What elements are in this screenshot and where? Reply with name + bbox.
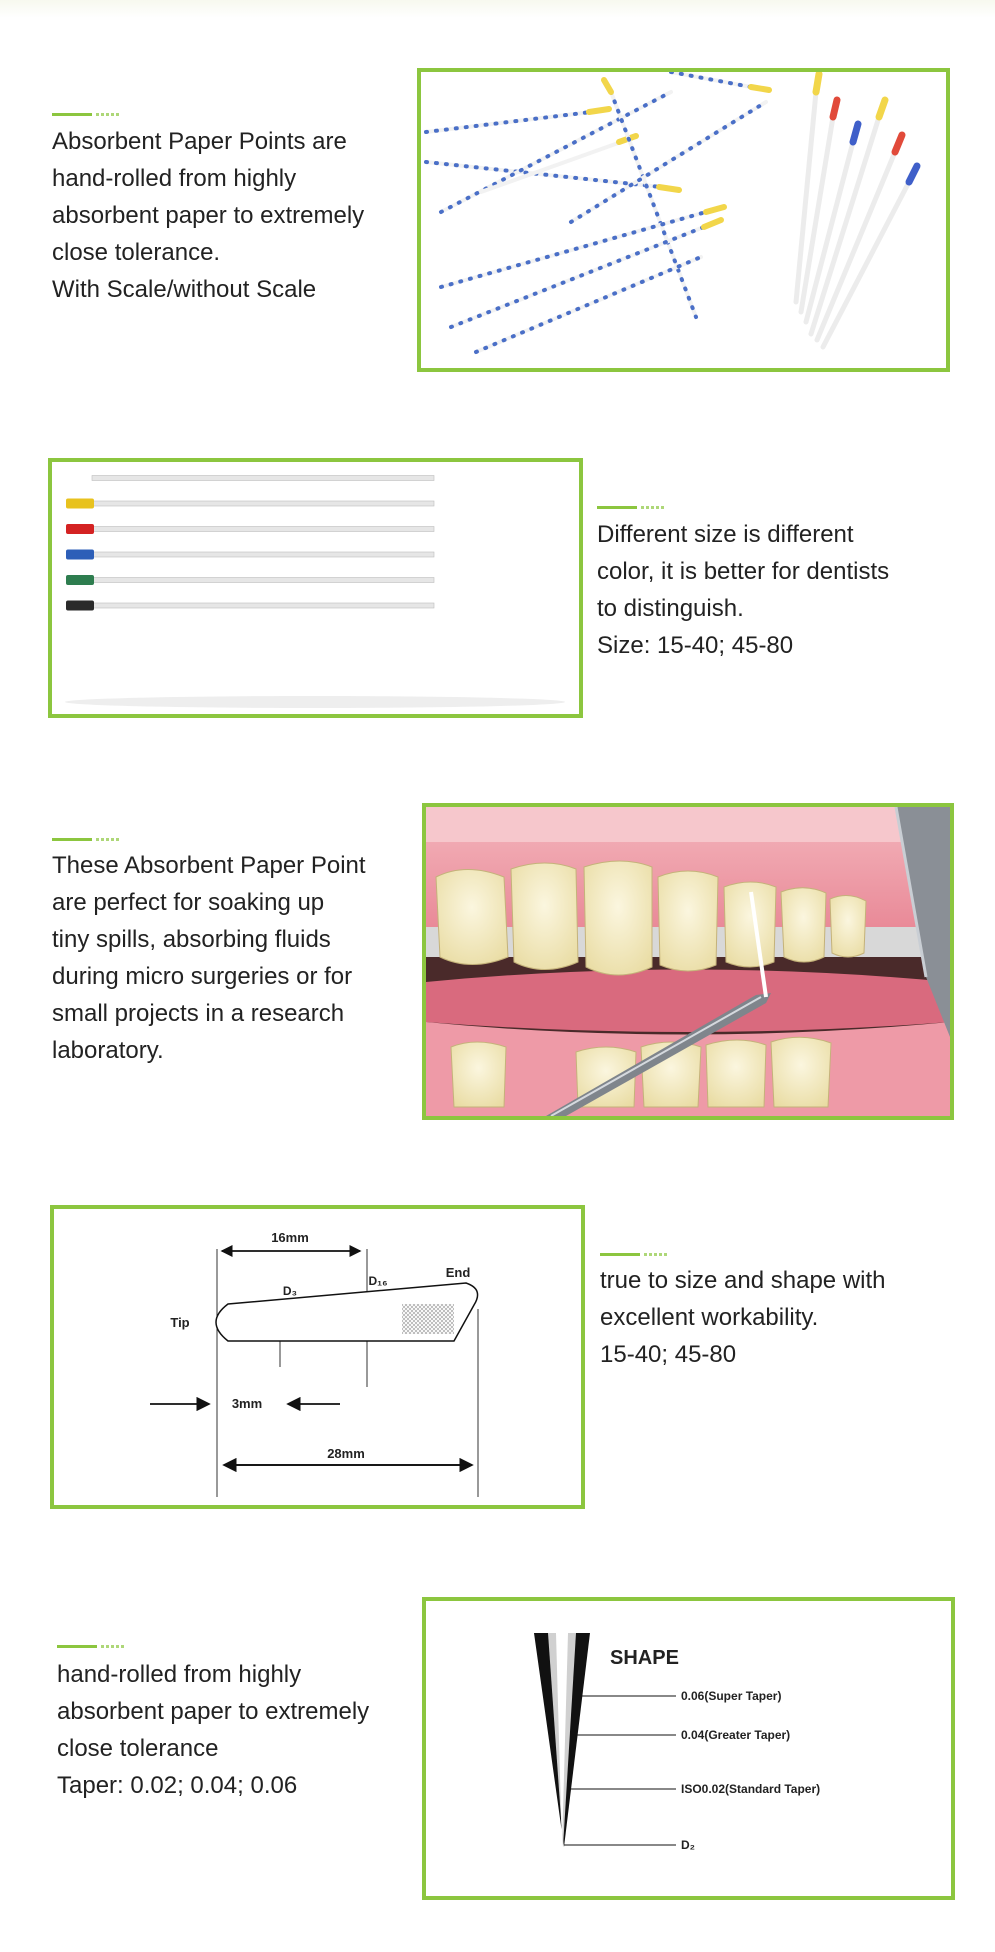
text-line: small projects in a research (52, 1000, 345, 1027)
teeth-with-paper-point-illustration (426, 807, 950, 1116)
taper-description (57, 1656, 369, 1804)
intro-description (52, 123, 364, 308)
text-line: close tolerance. (52, 239, 221, 266)
label-3mm: 3mm (231, 1396, 263, 1411)
dimension-diagram (54, 1209, 581, 1505)
label-d3: D₃ (282, 1284, 298, 1298)
color-tip (66, 550, 94, 560)
color-tip (66, 524, 94, 534)
label-d2: D₂ (681, 1838, 695, 1852)
accent-line (52, 838, 116, 841)
text-line: during micro surgeries or for (52, 963, 353, 990)
text-line: 15-40; 45-80 (600, 1341, 737, 1368)
label-end: End (445, 1265, 471, 1280)
accent-line (57, 1645, 121, 1648)
dimension-diagram-frame (50, 1205, 585, 1509)
accent-line (597, 506, 661, 509)
colors-description (597, 516, 889, 664)
text-line: to distinguish. (597, 595, 744, 622)
text-line: laboratory. (52, 1037, 164, 1064)
text-line: true to size and shape with (600, 1267, 886, 1294)
text-line: absorbent paper to extremely (52, 202, 365, 229)
usage-description (52, 847, 366, 1069)
label-16mm: 16mm (271, 1230, 309, 1245)
text-line: excellent workability. (600, 1304, 819, 1331)
label-super-taper: 0.06(Super Taper) (681, 1689, 782, 1703)
shape-title: SHAPE (610, 1647, 679, 1669)
text-line: With Scale/without Scale (52, 276, 317, 303)
accent-line (52, 113, 116, 116)
text-line: absorbent paper to extremely (57, 1698, 370, 1725)
text-line: These Absorbent Paper Point (52, 852, 366, 879)
text-line: color, it is better for dentists (597, 558, 890, 585)
text-line: close tolerance (57, 1735, 219, 1762)
taper-diagram-frame (422, 1597, 955, 1900)
text-line: Absorbent Paper Points are (52, 128, 347, 155)
accent-line (600, 1253, 664, 1256)
top-band (0, 0, 995, 18)
color-coded-points-illustration (52, 462, 579, 714)
clinical-photo (422, 803, 954, 1120)
label-tip: Tip (170, 1315, 190, 1330)
taper-diagram (426, 1601, 951, 1896)
color-tip (66, 499, 94, 509)
color-coded-paper-point (92, 476, 434, 481)
label-28mm: 28mm (327, 1446, 365, 1461)
text-line: are perfect for soaking up (52, 889, 325, 916)
label-greater-taper: 0.04(Greater Taper) (681, 1728, 791, 1742)
label-d16: D₁₆ (368, 1274, 388, 1288)
text-line: hand-rolled from highly (57, 1661, 302, 1688)
text-line: Size: 15-40; 45-80 (597, 632, 794, 659)
color-coded-points-image (48, 458, 583, 718)
color-tip (66, 601, 94, 611)
text-line: Different size is different (597, 521, 854, 548)
label-standard-taper: ISO0.02(Standard Taper) (681, 1782, 821, 1796)
hatched-end (402, 1304, 454, 1334)
text-line: tiny spills, absorbing fluids (52, 926, 331, 953)
paper-points-illustration (421, 72, 946, 368)
text-line: Taper: 0.02; 0.04; 0.06 (57, 1772, 298, 1799)
text-line: hand-rolled from highly (52, 165, 297, 192)
paper-points-scattered-image (417, 68, 950, 372)
color-tip (66, 575, 94, 585)
dimensions-description (600, 1262, 886, 1373)
